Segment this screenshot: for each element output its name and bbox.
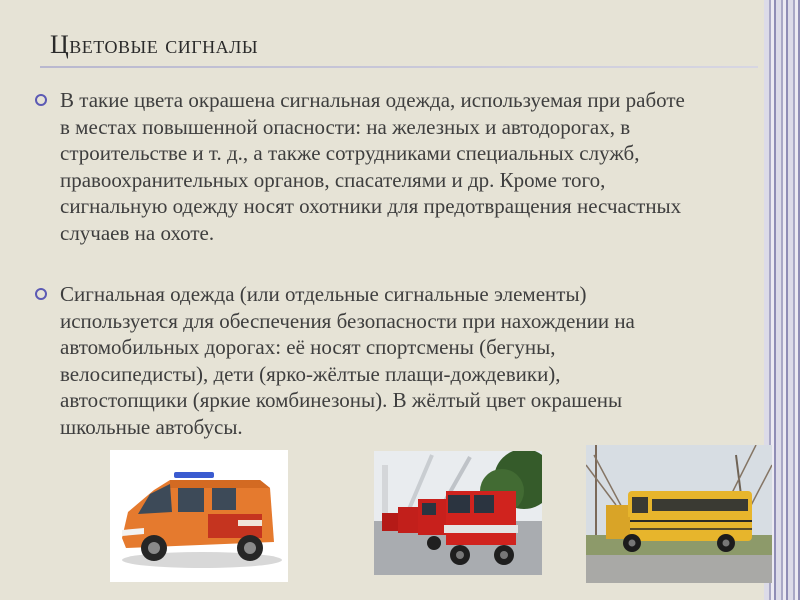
title-divider	[40, 66, 758, 68]
slide-title: Цветовые сигналы	[50, 30, 259, 59]
yellow-school-bus-photo	[586, 445, 772, 583]
bullet-ring-icon	[35, 94, 47, 106]
bullet-item-2	[30, 281, 690, 440]
red-fire-trucks-photo	[374, 451, 542, 575]
orange-emergency-van-photo	[110, 450, 288, 582]
bullet-text-2: Сигнальная одежда (или отдельные сигнальные элементы) используется для обеспечения безопасности при нахождении на автомобильных дорогах: её носят спортсмены (бегуны, велосипедисты), дети (ярко-жёлтые плащи-дождевики), автостопщики (яркие комбинезоны). В жёлтый цвет окрашены школьные автобусы.	[60, 282, 635, 439]
bullet-text-1: В такие цвета окрашена сигнальная одежда, используемая при работе в местах повышенной опасности: на железных и автодорогах, в строительстве и т. д., а также сотрудниками специальных служб, правоохранительных органов, спасателями и др. Кроме того, сигнальную одежду носят охотники для предотвращения несчастных случаев на охоте.	[60, 88, 685, 245]
bullet-item-1	[30, 87, 690, 246]
bullet-ring-icon	[35, 288, 47, 300]
